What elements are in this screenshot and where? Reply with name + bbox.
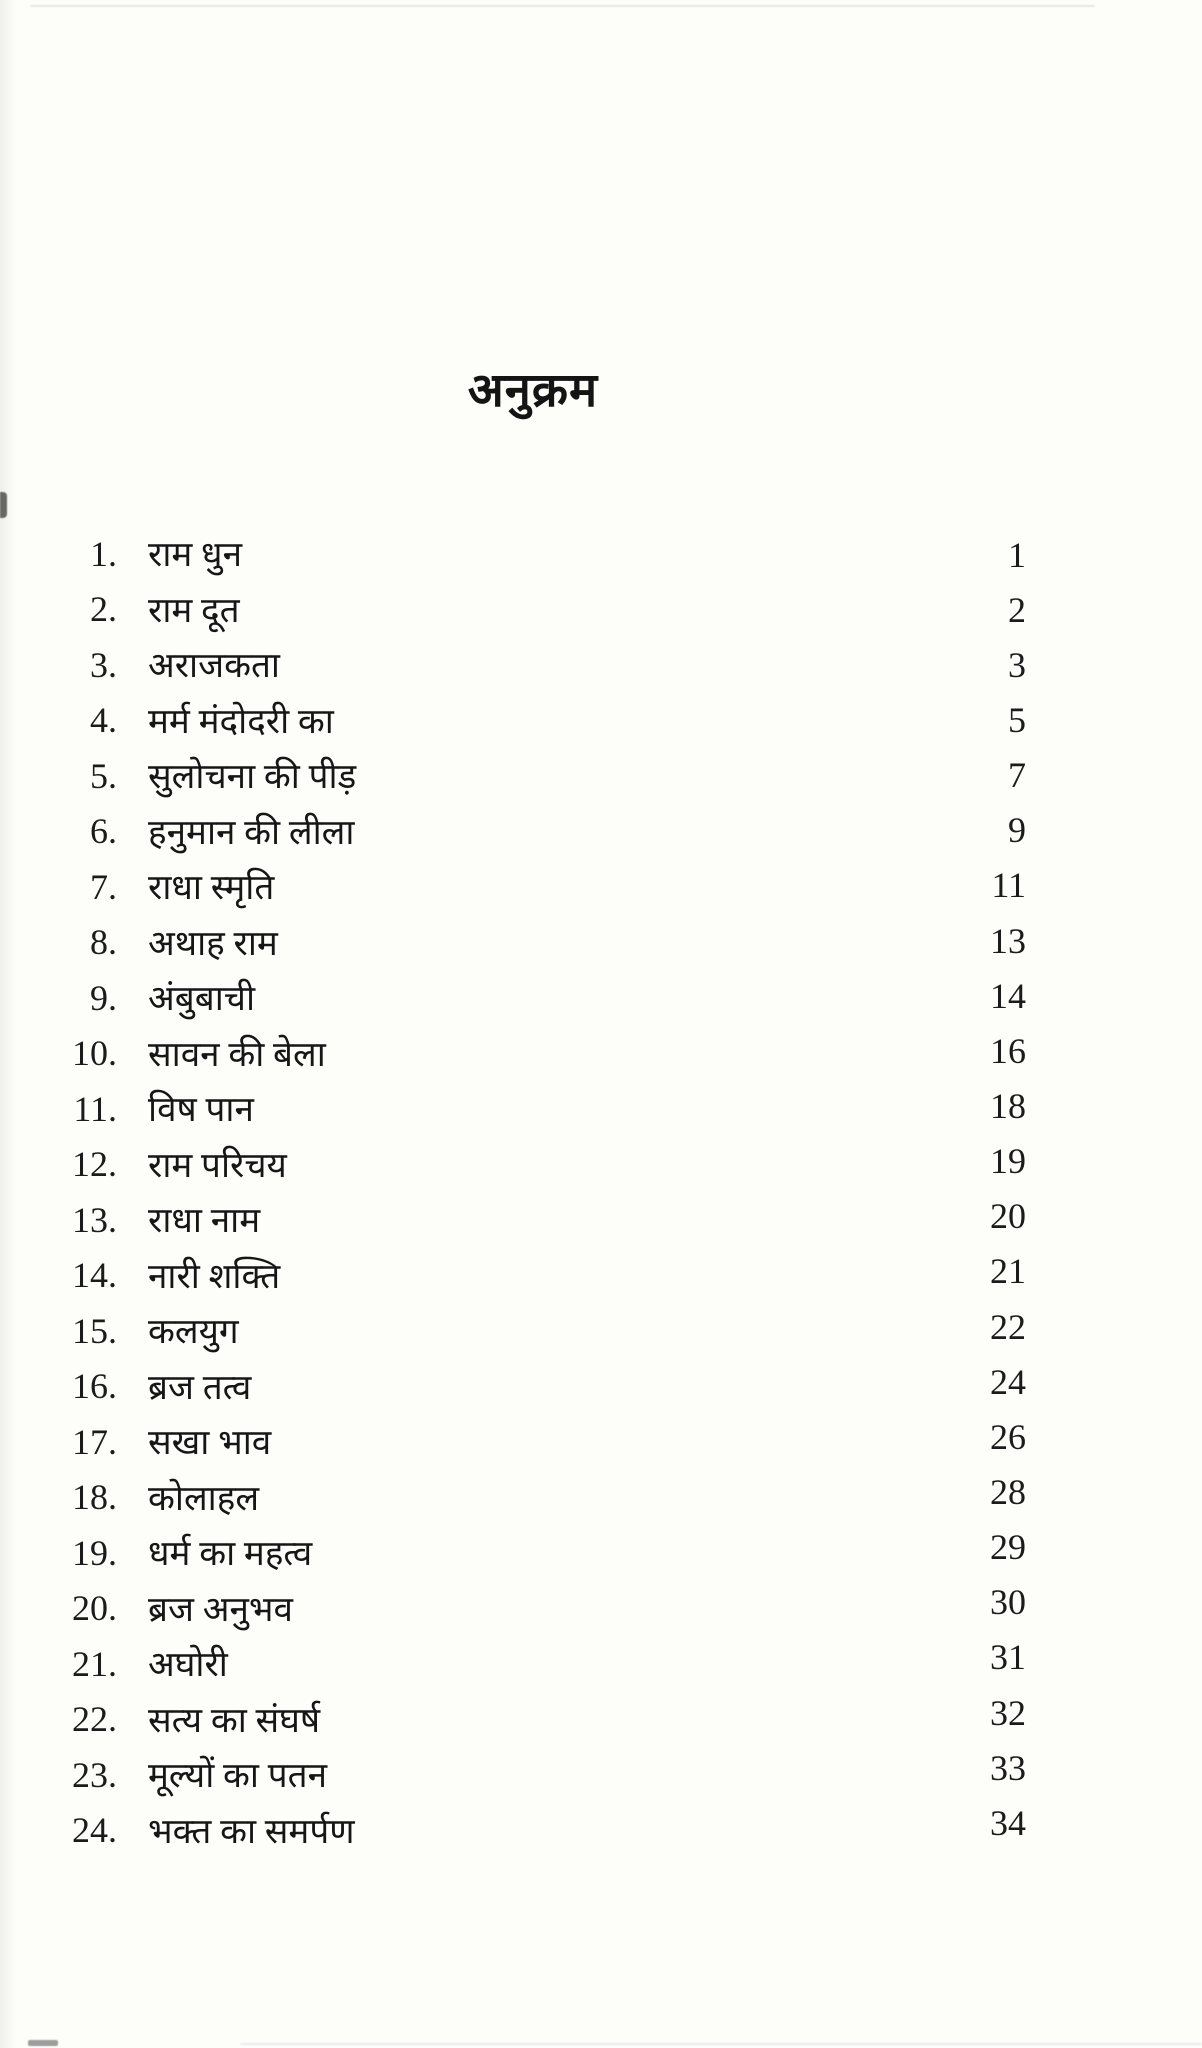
toc-entry-page-number: 14 <box>990 975 1026 1016</box>
toc-entry-page-number: 11 <box>991 865 1026 906</box>
toc-entry-page-number: 24 <box>990 1361 1026 1402</box>
toc-entry-number: 4. <box>90 700 117 741</box>
toc-entry-row <box>60 804 820 860</box>
toc-entry-number: 14. <box>72 1255 117 1296</box>
toc-entry-title: कोलाहल <box>148 1478 260 1518</box>
toc-entry-row <box>60 915 820 971</box>
toc-entry-row <box>60 1581 820 1637</box>
toc-entry-title: सुलोचना की पीड़ <box>148 757 357 797</box>
toc-entry-page-number: 30 <box>990 1582 1026 1623</box>
toc-entry-row <box>60 1026 820 1082</box>
toc-entry-title: राम दूत <box>148 590 240 630</box>
toc-entry-title: ब्रज अनुभव <box>148 1589 293 1629</box>
toc-entry-row <box>60 1636 820 1692</box>
toc-entry-row <box>60 1137 820 1193</box>
toc-entry-row <box>60 582 820 638</box>
page-title: अनुक्रम <box>467 365 599 417</box>
toc-entry-number: 18. <box>72 1477 117 1518</box>
toc-entry-row <box>60 1359 820 1415</box>
toc-entry-title: भक्त का समर्पण <box>148 1811 355 1851</box>
toc-entry-row <box>60 1692 820 1748</box>
toc-entry-page-number: 34 <box>990 1802 1026 1843</box>
toc-entry-row <box>60 970 820 1026</box>
toc-entry-number: 9. <box>90 977 117 1018</box>
toc-entry-row <box>60 1470 820 1526</box>
toc-entry-number: 8. <box>90 922 117 963</box>
toc-entry-number: 1. <box>90 533 117 574</box>
toc-entry-row <box>60 1192 820 1248</box>
toc-entry-number: 20. <box>72 1588 117 1629</box>
scan-artifact-left-shadow <box>0 0 16 2048</box>
toc-entry-number: 13. <box>72 1199 117 1240</box>
toc-entry-row <box>60 637 820 693</box>
toc-entry-title: धर्म का महत्व <box>148 1534 313 1574</box>
toc-entry-page-number: 5 <box>1008 699 1026 740</box>
scan-artifact-top-edge <box>30 5 1095 7</box>
toc-entry-row <box>60 1414 820 1470</box>
toc-entry-title: सत्य का संघर्ष <box>148 1700 321 1740</box>
toc-entry-page-number: 20 <box>990 1196 1026 1237</box>
toc-page-number-list <box>930 527 1026 1850</box>
toc-entry-title: हनुमान की लीला <box>148 812 355 852</box>
toc-entry-title: राम परिचय <box>148 1145 287 1185</box>
toc-entry-row <box>60 1747 820 1803</box>
toc-entry-page-number: 1 <box>1008 534 1026 575</box>
toc-entry-number: 12. <box>72 1144 117 1185</box>
toc-entry-row <box>60 1803 820 1859</box>
toc-entry-number: 3. <box>90 644 117 685</box>
toc-entry-title: मर्म मंदोदरी का <box>148 701 334 741</box>
toc-entry-page-number: 33 <box>990 1747 1026 1788</box>
toc-entry-page-number: 32 <box>990 1692 1026 1733</box>
toc-entry-row <box>60 1303 820 1359</box>
toc-entry-row <box>60 859 820 915</box>
toc-entry-number: 11. <box>73 1088 117 1129</box>
toc-entry-page-number: 7 <box>1008 755 1026 796</box>
toc-entry-row <box>60 748 820 804</box>
toc-entry-title: राधा नाम <box>148 1201 261 1241</box>
toc-entry-page-number: 31 <box>990 1637 1026 1678</box>
toc-entry-page-number: 26 <box>990 1416 1026 1457</box>
scan-artifact-left-mark <box>0 492 7 518</box>
toc-entry-number: 17. <box>72 1421 117 1462</box>
toc-entry-number: 24. <box>72 1810 117 1851</box>
toc-entry-title: सावन की बेला <box>148 1034 326 1074</box>
toc-entry-number: 21. <box>72 1643 117 1684</box>
toc-entry-number: 6. <box>90 811 117 852</box>
toc-entry-page-number: 9 <box>1008 810 1026 851</box>
toc-entry-title: अंबुबाची <box>148 979 256 1019</box>
toc-entry-row <box>60 693 820 749</box>
toc-entry-number: 5. <box>90 755 117 796</box>
scan-artifact-bottom-edge <box>240 2043 1202 2045</box>
toc-entry-page-number: 2 <box>1008 589 1026 630</box>
toc-entry-title: राधा स्मृति <box>148 868 275 908</box>
toc-entry-row <box>60 1081 820 1137</box>
toc-entry-row <box>60 526 820 582</box>
toc-entry-number: 16. <box>72 1366 117 1407</box>
toc-entry-page-number: 16 <box>990 1030 1026 1071</box>
toc-entry-page-number: 19 <box>990 1141 1026 1182</box>
toc-entry-page-number: 3 <box>1008 644 1026 685</box>
toc-entry-number: 2. <box>90 589 117 630</box>
toc-entry-row <box>60 1248 820 1304</box>
toc-entry-row <box>60 1525 820 1581</box>
toc-entry-number: 19. <box>72 1532 117 1573</box>
toc-entry-number: 10. <box>72 1033 117 1074</box>
toc-entry-title: मूल्यों का पतन <box>148 1756 327 1796</box>
toc-entry-page-number: 28 <box>990 1471 1026 1512</box>
toc-entry-number: 7. <box>90 866 117 907</box>
toc-entry-title: अथाह राम <box>148 923 278 963</box>
toc-entry-title: राम धुन <box>148 535 243 575</box>
toc-entry-page-number: 18 <box>990 1085 1026 1126</box>
toc-entry-page-number: 21 <box>990 1251 1026 1292</box>
toc-entry-number: 23. <box>72 1754 117 1795</box>
toc-entry-title: कलयुग <box>148 1312 239 1352</box>
toc-entry-title: नारी शक्ति <box>148 1256 281 1296</box>
toc-entry-title: अघोरी <box>148 1645 228 1685</box>
scan-artifact-bottom-mark <box>28 2040 58 2046</box>
toc-entry-page-number: 13 <box>990 920 1026 961</box>
toc-entry-page-number: 22 <box>990 1306 1026 1347</box>
toc-entry-number: 15. <box>72 1310 117 1351</box>
toc-entry-page-number: 29 <box>990 1527 1026 1568</box>
toc-entry-title: सखा भाव <box>148 1423 272 1463</box>
toc-entry-title: ब्रज तत्व <box>148 1367 252 1407</box>
toc-entry-list <box>60 526 820 1858</box>
toc-entry-title: अराजकता <box>148 646 280 686</box>
toc-entry-title: विष पान <box>148 1090 254 1130</box>
toc-entry-number: 22. <box>72 1699 117 1740</box>
